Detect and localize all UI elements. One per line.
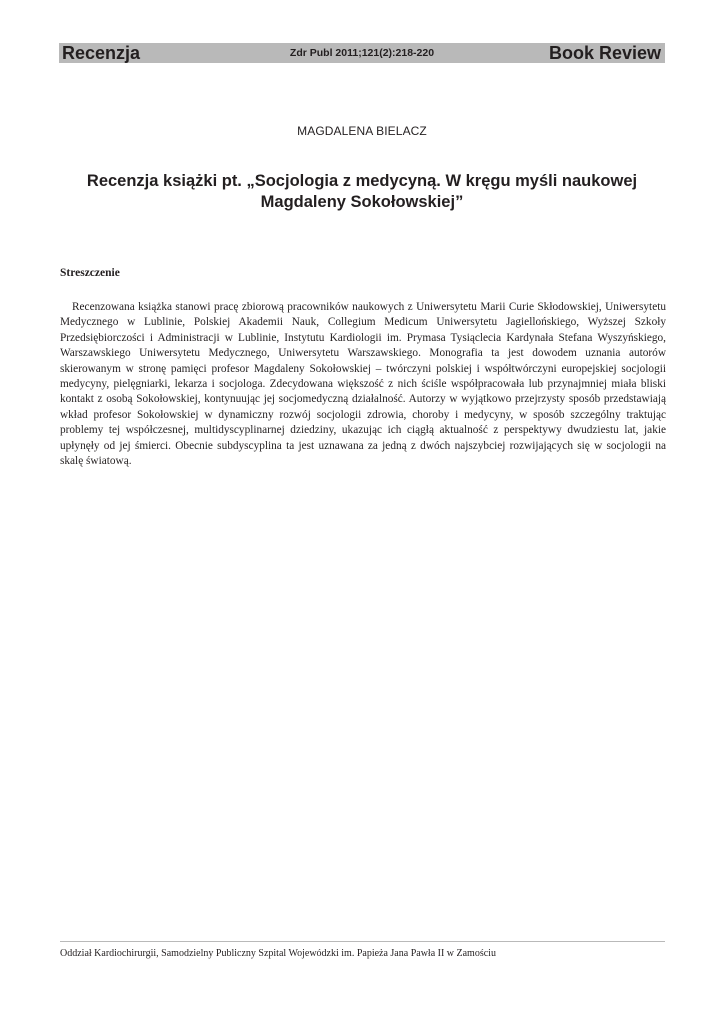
abstract-text: Recenzowana książka stanowi pracę zbiorową pracowników naukowych z Uniwersytetu Marii Curie Skłodowskiej, Uniwersytetu Medycznego w Lublinie, Polskiej Akademii Nauk, Collegium Medicum Uniwersytetu Jagiellońskiego, Wyższej Szkoły Przedsiębiorczości i Administracji w Lublinie, Instytutu Kardiologii im. Prymasa Tysiąclecia Kardynała Stefana Wyszyńskiego, Warszawskiego Uniwersytetu Medycznego, Uniwersytetu Warszawskiego. Monografia ta jest dowodem uznania autorów skierowanym w stronę pamięci profesor Magdaleny Sokołowskiej – twórczyni polskiej i współtwórczyni europejskiej socjologii medycyny, pielęgniarki, lekarza i socjologa. Zdecydowana większość z nich ściśle współpracowała lub przynajmniej miała bliski kontakt z osobą Sokołowskiej, kontynuując jej socjomedyczną działalność. Autorzy w wyjątkowo przejrzysty sposób przedstawiają wkład profesor Sokołowskiej w dynamiczny rozwój socjologii zdrowia, choroby i medycyny, w sposób szczególny traktując problemy tej współczesnej, multidyscyplinarnej dziedziny, ukazując ich ciągłą aktualność z perspektywy dwudziestu lat, jakie upłynęły od jej śmierci. Obecnie subdyscyplina ta jest uznawana za jedną z dwóch najszybciej rozwijających się w socjologii na skalę światową. [60,301,666,468]
affiliation-footnote: Oddział Kardiochirurgii, Samodzielny Publiczny Szpital Wojewódzki im. Papieża Jana Pawła II w Zamościu [60,948,496,959]
abstract-heading: Streszczenie [60,267,120,279]
footnote-divider [60,941,665,942]
running-header [59,43,665,63]
header-section-label-english: Book Review [548,43,661,63]
author-name: MAGDALENA BIELACZ [297,124,427,138]
header-section-label: Recenzja [62,43,141,63]
journal-citation-text: Zdr Publ 2011;121(2):218-220 [289,47,435,59]
article-title: Recenzja książki pt. „Socjologia z medycyną. W kręgu myśli naukowej Magdaleny Sokołowskiej” [86,172,638,211]
